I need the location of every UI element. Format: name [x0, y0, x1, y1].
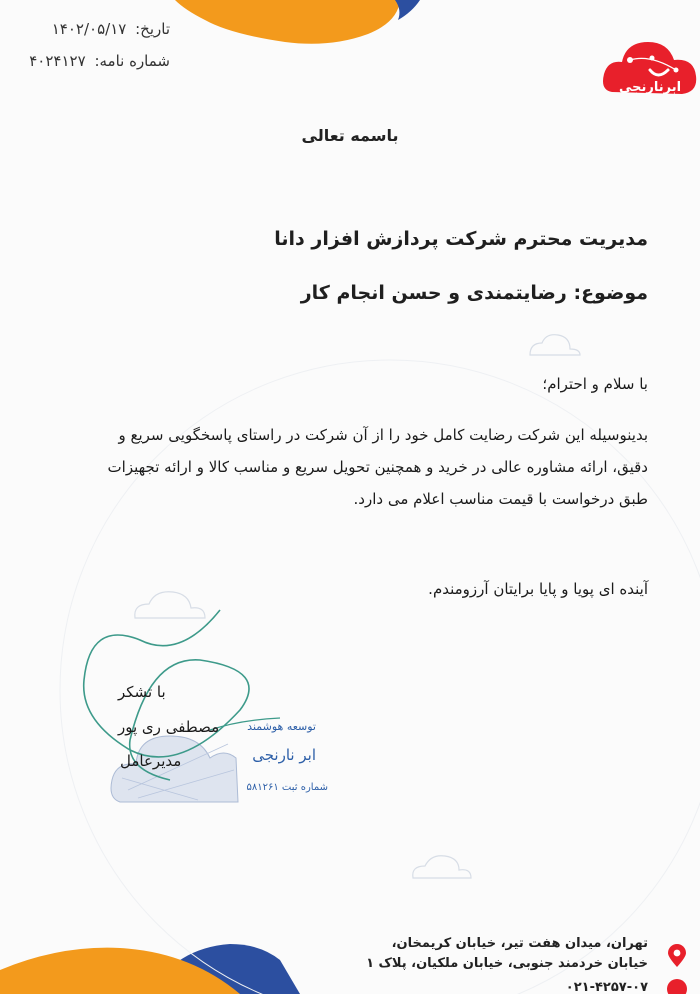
- stamp-top-text: توسعه هوشمند: [247, 720, 316, 733]
- footer-phone: ۰۲۱-۴۲۵۷-۰۷: [565, 980, 648, 994]
- signature-name: مصطفی ری پور: [118, 718, 220, 736]
- footer-address-line-1: تهران، میدان هفت تیر، خیابان کریمخان،: [391, 936, 648, 951]
- stamp-name: ابر نارنجی: [252, 746, 316, 764]
- letter-number-row: [29, 52, 170, 70]
- letter-number-label: شماره نامه:: [94, 52, 170, 70]
- body-line-1: بدینوسیله این شرکت رضایت کامل خود را از آن شرکت در راستای پاسخگویی سریع و: [118, 426, 648, 444]
- date-value: ۱۴۰۲/۰۵/۱۷: [51, 20, 127, 38]
- handwritten-signature: [70, 600, 290, 800]
- stamp-registration: شماره ثبت ۵۸۱۲۶۱: [246, 782, 328, 793]
- logo-text: ابرنارنجی: [618, 80, 682, 95]
- date-label: تاریخ:: [135, 20, 170, 38]
- closing-wish: آینده ای پویا و پایا برایتان آرزومندم.: [428, 580, 648, 598]
- letter-number-value: ۴۰۲۴۱۲۷: [29, 52, 86, 70]
- footer-address-line-2: خیابان خردمند جنوبی، خیابان ملکیان، پلاک ۱: [366, 956, 648, 971]
- brand-logo: [600, 30, 700, 110]
- signature-title: مدیرعامل: [120, 752, 182, 770]
- greeting: با سلام و احترام؛: [542, 375, 648, 393]
- faint-cloud-1: [530, 335, 580, 355]
- top-orange-blob: [175, 0, 400, 44]
- top-blue-blob: [395, 0, 420, 20]
- body-line-3: طبق درخواست با قیمت مناسب اعلام می دارد.: [353, 490, 648, 508]
- faint-cloud-3: [413, 856, 471, 878]
- phone-icon: [666, 978, 688, 994]
- cloud-logo-icon: [600, 30, 700, 110]
- location-pin-icon: [666, 944, 688, 968]
- addressee: مدیریت محترم شرکت پردازش افزار دانا: [274, 228, 648, 250]
- date-row: [52, 20, 170, 38]
- body-line-2: دقیق، ارائه مشاوره عالی در خرید و همچنین تحویل سریع و مناسب کالا و ارائه تجهیزات: [107, 458, 648, 476]
- subject: موضوع: رضایتمندی و حسن انجام کار: [300, 282, 648, 304]
- signature-thanks: با تشکر: [118, 683, 166, 701]
- letter-heading: باسمه تعالی: [301, 126, 399, 145]
